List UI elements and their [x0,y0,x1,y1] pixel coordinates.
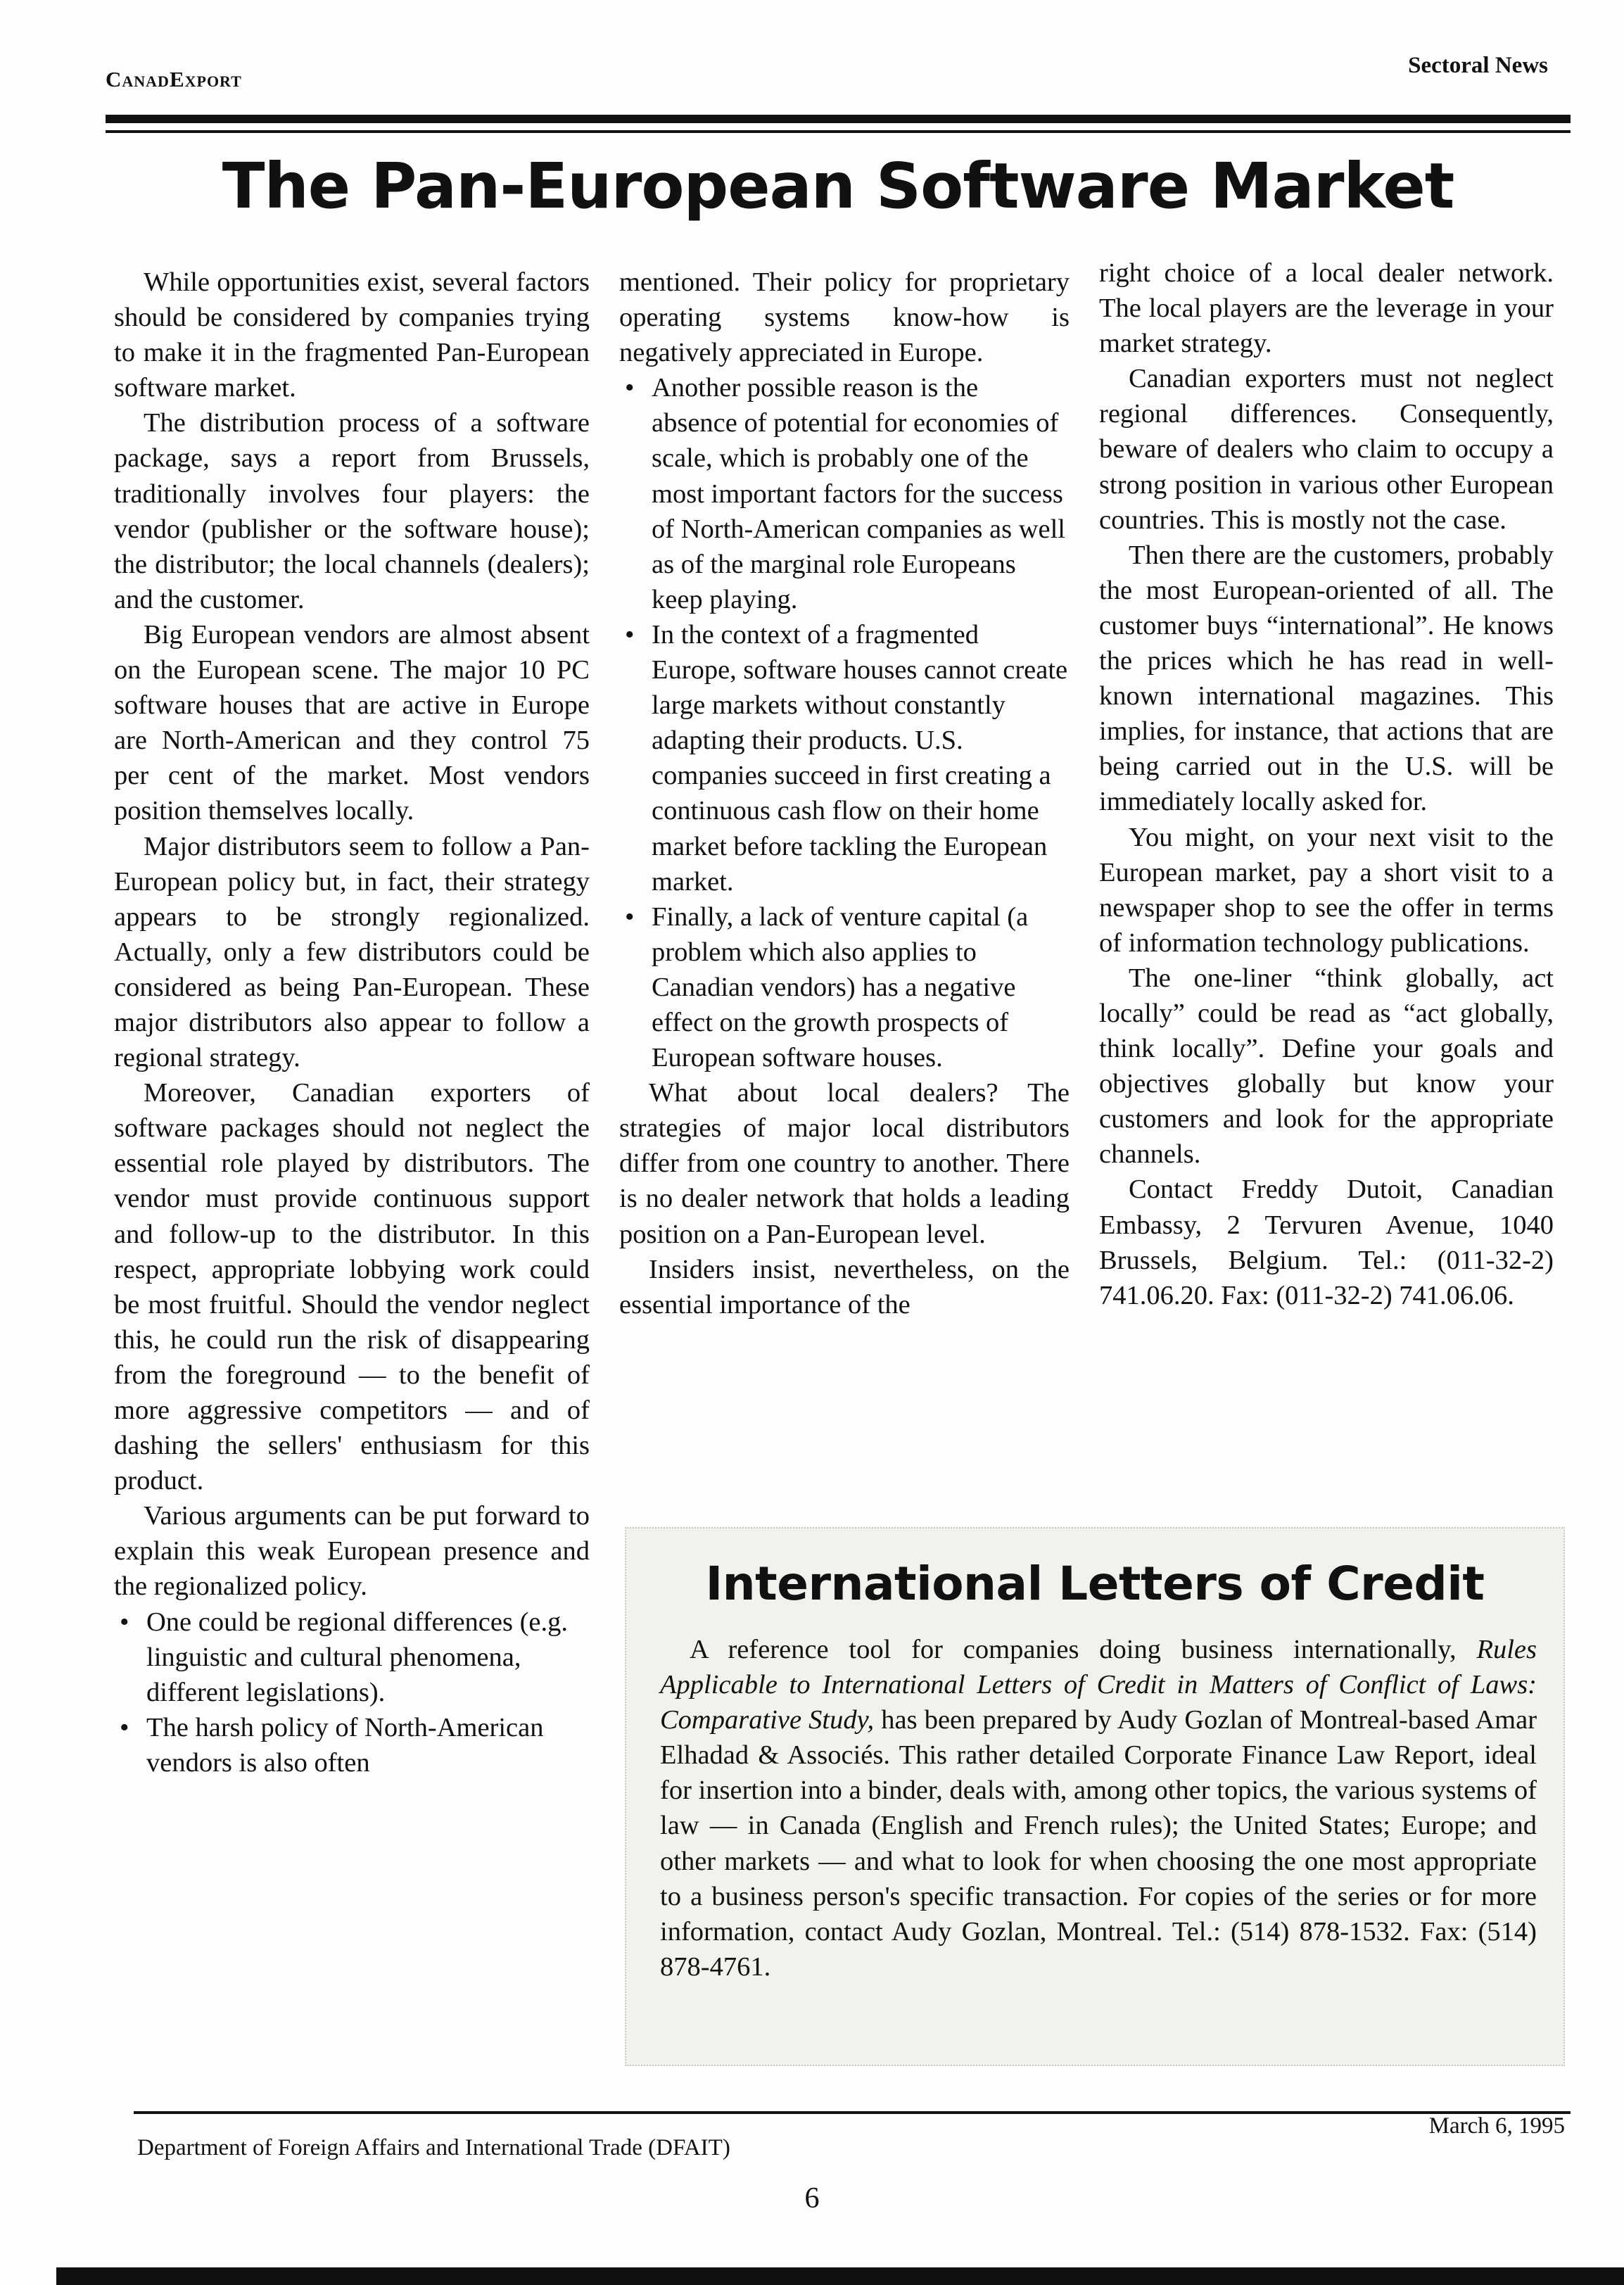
paragraph: Big European vendors are almost absent on the European scene. The major 10 PC software houses that are active in Europe are North-American and they control 75 per cent of the market. Most vendors position themselves locally. [114,619,590,826]
header-rule-thin [106,130,1571,133]
bullet-item [114,1604,590,1710]
paragraph: Insiders insist, nevertheless, on the essential importance of the [619,1254,1070,1319]
header-rule-thick [106,115,1571,123]
bullet-icon: • [625,619,635,650]
bullet-icon: • [120,1607,129,1637]
paragraph: Contact Freddy Dutoit, Canadian Embassy, 2 Tervuren Avenue, 1040 Brussels, Belgium. Tel.: (011-32-2) 741.06.20. Fax: (011-32-2) 741.06.06. [1099,1175,1554,1310]
bullet-list [114,1604,590,1780]
paragraph: The one-liner “think globally, act locally” could be read as “act globally, think locally”. Define your goals and objectives globally but know your customers and look for the appropriate channels. [1099,963,1554,1170]
paragraph: The distribution process of a software package, says a report from Brussels, traditionally involves four players: the vendor (publisher or the software house); the distributor; the local channels (dealers); and the customer. [114,408,590,614]
footer-department: Department of Foreign Affairs and International Trade (DFAIT) [137,2135,730,2160]
paragraph: Various arguments can be put forward to explain this weak European presence and the regionalized policy. [114,1501,590,1602]
article-title: The Pan-European Software Market [222,149,1454,222]
paragraph: While opportunities exist, several factors should be considered by companies trying to make it in the fragmented Pan-European software market. [114,267,590,403]
page-number: 6 [804,2182,820,2215]
article-column-1 [114,265,590,1780]
sidebar-text: A reference tool for companies doing business internationally, [690,1635,1457,1664]
sidebar-text: has been prepared by Audy Gozlan of Montreal-based Amar Elhadad & Associés. This rather detailed Corporate Finance Law Report, ideal for insertion into a binder, deals with, among other topics, the various systems of law — in Canada (English and French rules); the United States; Europe; and other markets — and what to look for when choosing the one most appropriate to a business person's specific transaction. For copies of the series or for more information, contact Audy Gozlan, Montreal. Tel.: (514) 878-1532. Fax: (514) 878-4761. [660,1705,1537,1982]
bullet-text: Another possible reason is the absence of potential for economies of scale, which is probably one of the most important factors for the success of North-American companies as well as of the marginal role Europeans keep playing. [652,373,1065,614]
bullet-list [619,370,1070,1075]
sidebar-box [625,1527,1565,2066]
footer-date: March 6, 1995 [1428,2113,1565,2139]
paragraph: You might, on your next visit to the European market, pay a short visit to a newspaper shop to see the offer in terms of information technology publications. [1099,822,1554,958]
bullet-text: In the context of a fragmented Europe, software houses cannot create large markets without constantly adapting their products. U.S. companies succeed in first creating a continuous cash flow on their home market before tackling the European market. [652,619,1068,897]
bullet-icon: • [625,373,635,403]
bullet-item [619,617,1070,899]
paragraph: Major distributors seem to follow a Pan-European policy but, in fact, their strategy appears to be strongly regionalized. Actually, only a few distributors could be considered as being Pan-European. These major distributors also appear to follow a regional strategy. [114,831,590,1073]
paragraph: mentioned. Their policy for proprietary operating systems know-how is negatively appreciated in Europe. [619,267,1070,368]
paragraph: Then there are the customers, probably the most European-oriented of all. The customer buys “international”. He knows the prices which he has read in well-known international magazines. This implies, for instance, that actions that are being carried out in the U.S. will be immediately locally asked for. [1099,540,1554,817]
paragraph: right choice of a local dealer network. The local players are the leverage in your market strategy. [1099,258,1554,359]
article-column-3 [1099,255,1554,1313]
sidebar-title: International Letters of Credit [705,1557,1485,1611]
masthead: CanadExport [106,67,242,91]
sidebar-body [660,1632,1537,1985]
bullet-text: One could be regional differences (e.g. linguistic and cultural phenomena, different legislations). [146,1607,568,1707]
paragraph: Canadian exporters must not neglect regional differences. Consequently, beware of dealers who claim to occupy a strong position in various other European countries. This is mostly not the case. [1099,364,1554,535]
paragraph: What about local dealers? The strategies of major local distributors differ from one country to another. There is no dealer network that holds a leading position on a Pan-European level. [619,1078,1070,1249]
bullet-icon: • [625,901,635,932]
bullet-item [619,899,1070,1075]
paragraph: Moreover, Canadian exporters of software packages should not neglect the essential role played by distributors. The vendor must provide continuous support and follow-up to the distributor. In this respect, appropriate lobbying work could be most fruitful. Should the vendor neglect this, he could run the risk of disappearing from the foreground — to the benefit of more aggressive competitors — and of dashing the sellers' enthusiasm for this product. [114,1078,590,1496]
bullet-text: The harsh policy of North-American vendors is also often [146,1712,544,1778]
bottom-scan-bar [56,2267,1624,2285]
bullet-item [619,370,1070,617]
section-label: Sectoral News [1408,53,1548,78]
bullet-icon: • [120,1712,129,1742]
article-column-2 [619,265,1070,1322]
bullet-text: Finally, a lack of venture capital (a problem which also applies to Canadian vendors) has a negative effect on the growth prospects of European software houses. [652,901,1029,1073]
footer-rule [134,2111,1571,2114]
bullet-item [114,1710,590,1780]
publication-title: Rules Applicable to International Letters of Credit in Matters of Conflict of Laws: Comparative Study, [660,1635,1537,1735]
